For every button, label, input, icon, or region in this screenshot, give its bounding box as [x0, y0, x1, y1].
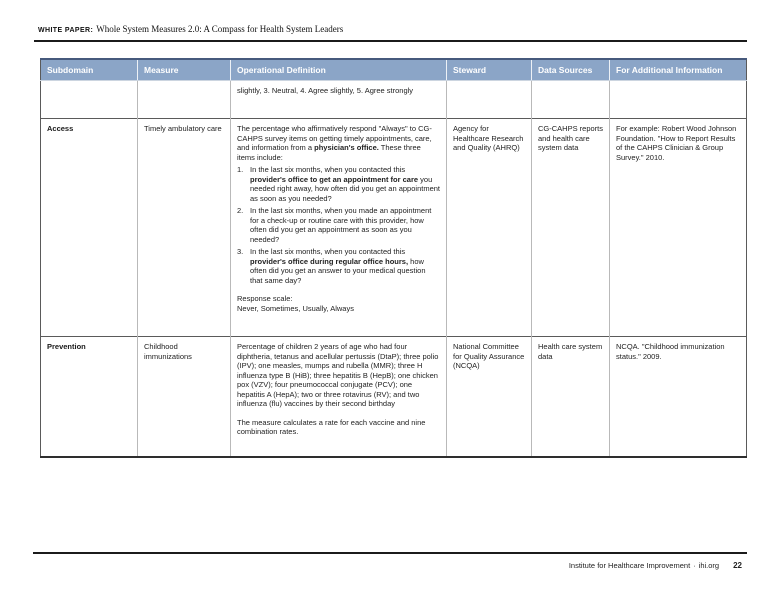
text-run: Response scale:	[237, 294, 293, 303]
measures-table	[40, 58, 747, 458]
paragraph-spacer	[237, 409, 440, 418]
table-row-continuation	[41, 81, 747, 119]
column-header-steward: Steward	[447, 59, 532, 81]
cell-steward	[447, 81, 532, 119]
definition-paragraph	[237, 294, 440, 304]
text-run: These three items include:	[237, 143, 421, 162]
list-item-text	[250, 165, 440, 203]
cell-additional-info	[610, 81, 747, 119]
footer-separator: ·	[693, 561, 696, 570]
cell-subdomain: Access	[41, 119, 138, 337]
text-run: In the last six months, when you contacted this	[250, 247, 406, 256]
document-header	[34, 19, 747, 42]
cell-data-sources	[532, 81, 610, 119]
text-run: The percentage who affirmatively respond "Always" to CG-CAHPS survey items on getting timely appointments, care, and information from a	[237, 124, 432, 152]
page-number: 22	[733, 561, 742, 570]
table-header-row	[41, 59, 747, 81]
definition-list-item	[237, 247, 440, 285]
text-run: Percentage of children 2 years of age who had four diphtheria, tetanus and acellular pertussis (DtaP); three polio (IPV); one measles, mumps and rubella (MMR); three H influenza type B (HiB); three hepatitis B (HepB); one chicken pox (VZV); four pneumococcal conjugate (PCV); one hepatitis A (HepA); two or three rotavirus (RV); and two influenza (flu) vaccines by their second birthday	[237, 342, 439, 408]
definition-list-item	[237, 206, 440, 244]
cell-operational-definition	[231, 81, 447, 119]
document-title: Whole System Measures 2.0: A Compass for Health System Leaders	[96, 24, 344, 34]
table-row-access	[41, 119, 747, 337]
cell-operational-definition	[231, 337, 447, 458]
definition-paragraph	[237, 86, 440, 96]
footer-site: ihi.org	[698, 561, 720, 570]
cell-data-sources: CG-CAHPS reports and health care system data	[532, 119, 610, 337]
list-item-text	[250, 247, 440, 285]
cell-subdomain: Prevention	[41, 337, 138, 458]
footer-publisher: Institute for Healthcare Improvement	[568, 561, 691, 570]
definition-paragraph	[237, 124, 440, 162]
cell-subdomain	[41, 81, 138, 119]
footer-line	[33, 561, 747, 570]
list-item-number: 3.	[237, 247, 244, 256]
list-item-number: 1.	[237, 165, 244, 174]
text-run: The measure calculates a rate for each vaccine and nine combination rates.	[237, 417, 426, 436]
cell-additional-info: NCQA. "Childhood immunization status." 2009.	[610, 337, 747, 458]
column-header-additional-info: For Additional Information	[610, 59, 747, 81]
definition-paragraph	[237, 304, 440, 314]
cell-measure: Timely ambulatory care	[138, 119, 231, 337]
document-footer	[33, 552, 747, 570]
column-header-operational-definition: Operational Definition	[231, 59, 447, 81]
table-header	[41, 59, 747, 81]
table-body	[41, 81, 747, 458]
column-header-data-sources: Data Sources	[532, 59, 610, 81]
cell-data-sources: Health care system data	[532, 337, 610, 458]
emphasized-text: provider's office during regular office hours,	[250, 256, 409, 266]
text-run: how often did you get an answer to your medical question that same day?	[250, 256, 426, 285]
text-run: you needed right away, how often did you get an appointment as soon as you needed?	[250, 174, 440, 203]
white-paper-label: WHITE PAPER:	[38, 27, 94, 34]
column-header-subdomain: Subdomain	[41, 59, 138, 81]
cell-steward: National Committee for Quality Assurance (NCQA)	[447, 337, 532, 458]
definition-paragraph	[237, 342, 440, 409]
cell-operational-definition	[231, 119, 447, 337]
list-item-number: 2.	[237, 206, 244, 215]
text-run: Never, Sometimes, Usually, Always	[237, 303, 354, 313]
cell-additional-info: For example: Robert Wood Johnson Foundation. "How to Report Results of the CAHPS Clinician & Group Survey." 2010.	[610, 119, 747, 337]
definition-paragraph	[237, 418, 440, 437]
emphasized-text: physician's office.	[314, 143, 379, 152]
column-header-measure: Measure	[138, 59, 231, 81]
paragraph-spacer	[237, 285, 440, 294]
text-run: In the last six months, when you made an appointment for a check-up or routine care with this provider, how often did you get an appointment as soon as you needed?	[250, 206, 432, 244]
list-item-text	[250, 206, 440, 244]
cell-measure	[138, 81, 231, 119]
text-run: In the last six months, when you contacted this	[250, 165, 406, 174]
cell-measure: Childhood immunizations	[138, 337, 231, 458]
definition-list-item	[237, 165, 440, 203]
emphasized-text: provider's office to get an appointment for care	[250, 174, 419, 184]
cell-steward: Agency for Healthcare Research and Quality (AHRQ)	[447, 119, 532, 337]
table-row-prevention	[41, 337, 747, 458]
text-run: slightly, 3. Neutral, 4. Agree slightly, 5. Agree strongly	[237, 86, 414, 95]
